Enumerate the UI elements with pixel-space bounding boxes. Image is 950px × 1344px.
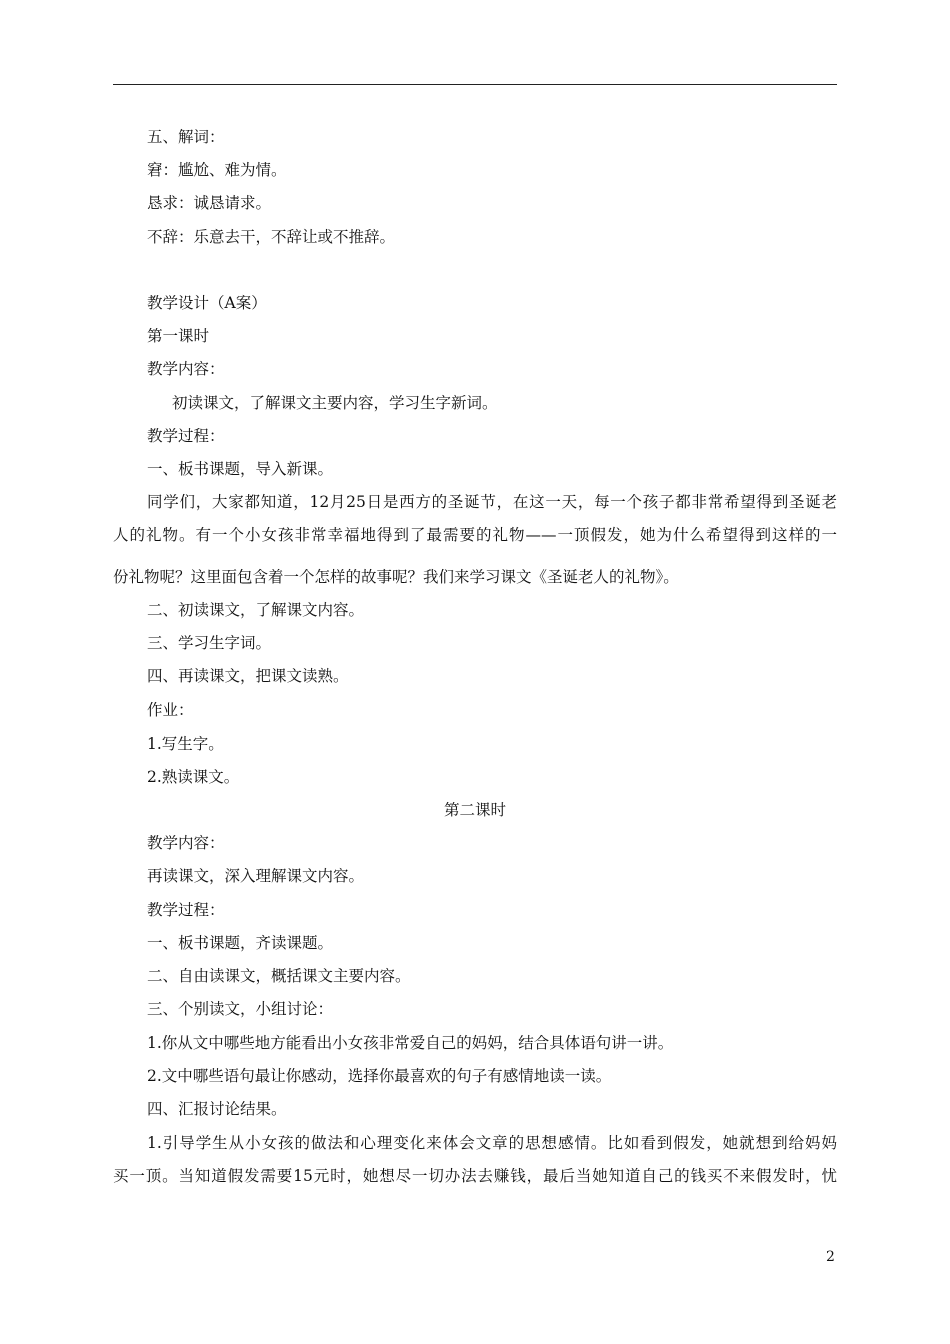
text-line: 二、自由读课文，概括课文主要内容。: [147, 967, 411, 985]
text-line: 2.熟读课文。: [147, 768, 240, 786]
text-line: 教学过程：: [147, 427, 225, 445]
text-line: 1.写生字。: [147, 735, 224, 753]
text-line: 不辞：乐意去干，不辞让或不推辞。: [147, 228, 396, 246]
header-rule: [113, 84, 837, 85]
text-line: 1.你从文中哪些地方能看出小女孩非常爱自己的妈妈，结合具体语句讲一讲。: [147, 1034, 674, 1052]
text-line: 教学内容：: [147, 834, 225, 852]
page-number: 2: [826, 1249, 835, 1265]
lesson-title: 第二课时: [443, 801, 506, 819]
text-line: 一、板书课题，齐读课题。: [147, 934, 334, 952]
text-line: 再读课文，深入理解课文内容。: [147, 867, 365, 885]
lesson-title: 第一课时: [147, 327, 210, 345]
paragraph-line: 买一顶。当知道假发需要15元时，她想尽一切办法去赚钱，最后当她知道自己的钱买不来假发时，忧: [113, 1167, 837, 1185]
paragraph-line: 同学们，大家都知道，12月25日是西方的圣诞节，在这一天，每一个孩子都非常希望得到圣诞老: [147, 493, 837, 511]
text-line: 三、个别读文，小组讨论：: [147, 1000, 334, 1018]
paragraph-line: 1.引导学生从小女孩的做法和心理变化来体会文章的思想感情。比如看到假发，她就想到给妈妈: [147, 1134, 837, 1152]
text-line: 五、解词：: [147, 128, 225, 146]
paragraph-line: 人的礼物。有一个小女孩非常幸福地得到了最需要的礼物——一顶假发，她为什么希望得到这样的一: [113, 526, 837, 544]
text-line: 教学过程：: [147, 901, 225, 919]
section-heading: 教学设计（A案）: [147, 294, 267, 312]
text-line: 四、汇报讨论结果。: [147, 1100, 287, 1118]
text-line: 作业：: [147, 701, 194, 719]
text-line: 2.文中哪些语句最让你感动，选择你最喜欢的句子有感情地读一读。: [147, 1067, 612, 1085]
text-line: 三、学习生字词。: [147, 634, 272, 652]
text-line: 一、板书课题，导入新课。: [147, 460, 334, 478]
text-line: 教学内容：: [147, 360, 225, 378]
text-line: 初读课文，了解课文主要内容，学习生字新词。: [172, 394, 498, 412]
text-line: 恳求：诚恳请求。: [147, 194, 272, 212]
paragraph-line: 份礼物呢？这里面包含着一个怎样的故事呢？我们来学习课文《圣诞老人的礼物》。: [113, 568, 679, 586]
text-line: 窘：尴尬、难为情。: [147, 161, 287, 179]
text-line: 四、再读课文，把课文读熟。: [147, 667, 349, 685]
text-line: 二、初读课文，了解课文内容。: [147, 601, 365, 619]
